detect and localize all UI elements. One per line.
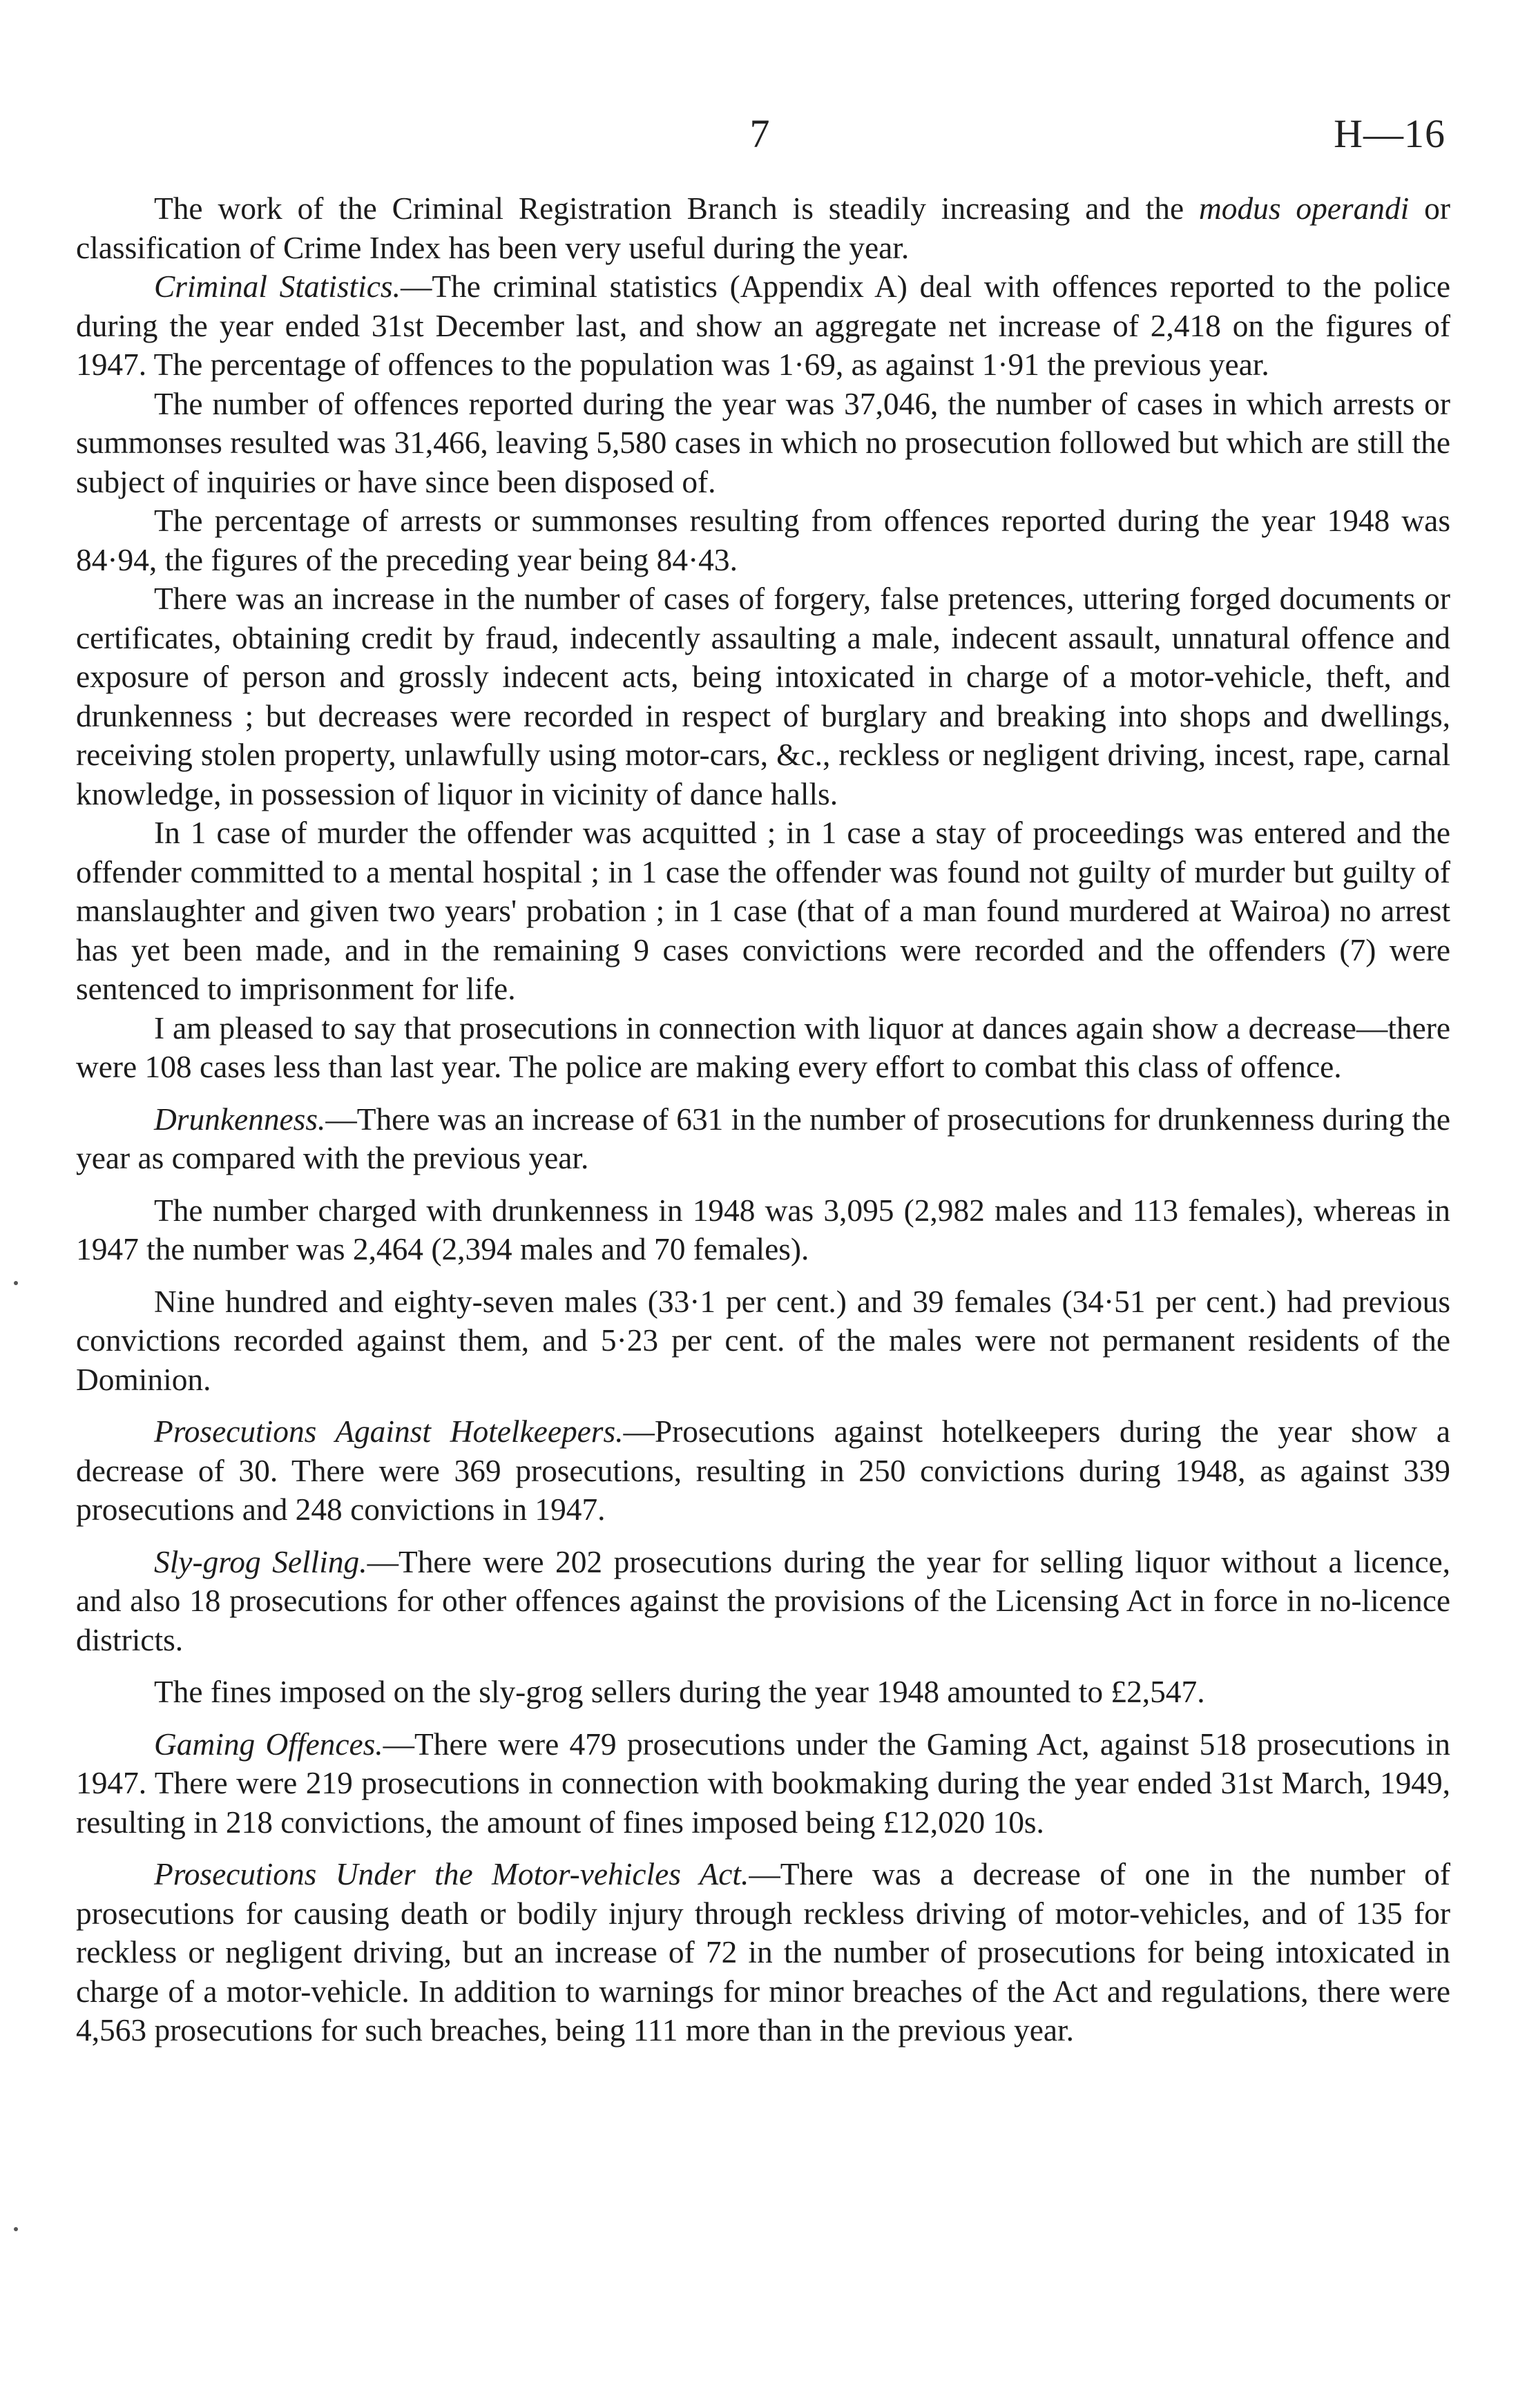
paragraph-liquor-at-dances: I am pleased to say that prosecutions in connection with liquor at dances again show a decrease—there were 108 cases less than last year. The police are making every effort to combat this class of offence.	[76, 1010, 1450, 1084]
paragraph-criminal-registration: The work of the Criminal Registration Branch is steadily increasing and the modus operandi or classification of Crime Index has been very useful during the year.	[76, 191, 1450, 265]
paragraph-sly-grog-fines: The fines imposed on the sly-grog sellers during the year 1948 amounted to £2,547.	[154, 1675, 1205, 1709]
margin-speck	[14, 2227, 18, 2231]
paragraph-motor-vehicles: Prosecutions Under the Motor-vehicles Act.—There was a decrease of one in the number of prosecutions for causing death or bodily injury through reckless driving of motor-vehicles, and of 135 for reckless or negligent driving, but an increase of 72 in the number of prosecutions for being intoxicated in charge of a motor-vehicle. In addition to warnings for minor breaches of the Act and regulations, there were 4,563 prosecutions for such breaches, being 111 more than in the previous year.	[76, 1857, 1450, 2048]
page-number: 7	[749, 111, 770, 156]
section-heading: Sly-grog Selling.	[154, 1544, 367, 1579]
paragraph-previous-convictions: Nine hundred and eighty-seven males (33·1 per cent.) and 39 females (34·51 per cent.) had previous convictions recorded against them, and 5·23 per cent. of the males were not permanent residents of the Dominion.	[76, 1284, 1450, 1397]
margin-speck	[14, 1281, 18, 1285]
paragraph-drunkenness: Drunkenness.—There was an increase of 631 in the number of prosecutions for drunkenness during the year as compared with the previous year.	[76, 1101, 1450, 1175]
section-heading: Prosecutions Under the Motor-vehicles Act.	[154, 1857, 749, 1891]
section-heading: Gaming Offences.	[154, 1726, 383, 1762]
section-heading: Criminal Statistics.	[154, 269, 401, 304]
paragraph-murder-cases: In 1 case of murder the offender was acquitted ; in 1 case a stay of proceedings was entered and the offender committed to a mental hospital ; in 1 case the offender was found not guilty of murder but guilty of manslaughter and given two years' probation ; in 1 case (that of a man found murdered at Wairoa) no arrest has yet been made, and in the remaining 9 cases convictions were recorded and the offenders (7) were sentenced to imprisonment for life.	[76, 816, 1450, 1006]
paragraph-increases-decreases: There was an increase in the number of cases of forgery, false pretences, uttering forged documents or certificates, obtaining credit by fraud, indecently assaulting a male, indecent assault, unnatural offence and exposure of person and grossly indecent acts, being intoxicated in charge of a motor-vehicle, theft, and drunkenness ; but decreases were recorded in respect of burglary and breaking into shops and dwellings, receiving stolen property, unlawfully using motor-cars, &c., reckless or negligent driving, incest, rape, carnal knowledge, in possession of liquor in vicinity of dance halls.	[76, 581, 1450, 811]
report-body	[76, 189, 1450, 2050]
document-reference: H—16	[1334, 111, 1446, 156]
paragraph-gaming-offences: Gaming Offences.—There were 479 prosecutions under the Gaming Act, against 518 prosecutions in 1947. There were 219 prosecutions in connection with bookmaking during the year ended 31st March, 1949, resulting in 218 convictions, the amount of fines imposed being £12,020 10s.	[76, 1726, 1450, 1840]
section-heading: Drunkenness.	[154, 1101, 326, 1137]
paragraph-criminal-statistics: Criminal Statistics.—The criminal statistics (Appendix A) deal with offences reported to the police during the year ended 31st December last, and show an aggregate net increase of 2,418 on the figures of 1947. The percentage of offences to the population was 1·69, as against 1·91 the previous year.	[76, 269, 1450, 382]
paragraph-offences-reported: The number of offences reported during the year was 37,046, the number of cases in which arrests or summonses resulted was 31,466, leaving 5,580 cases in which no prosecution followed but which are still the subject of inquiries or have since been disposed of.	[76, 386, 1450, 499]
paragraph-sly-grog: Sly-grog Selling.—There were 202 prosecutions during the year for selling liquor without a licence, and also 18 prosecutions for other offences against the provisions of the Licensing Act in force in no-licence districts.	[76, 1544, 1450, 1657]
section-heading: Prosecutions Against Hotelkeepers.	[154, 1414, 624, 1449]
italic-term: modus operandi	[1198, 191, 1410, 226]
paragraph-hotelkeepers: Prosecutions Against Hotelkeepers.—Prosecutions against hotelkeepers during the year show a decrease of 30. There were 369 prosecutions, resulting in 250 convictions during 1948, as against 339 prosecutions and 248 convictions in 1947.	[76, 1414, 1450, 1527]
paragraph-arrests-percentage: The percentage of arrests or summonses resulting from offences reported during the year 1948 was 84·94, the figures of the preceding year being 84·43.	[76, 503, 1450, 577]
paragraph-drunkenness-numbers: The number charged with drunkenness in 1948 was 3,095 (2,982 males and 113 females), whereas in 1947 the number was 2,464 (2,394 males and 70 females).	[76, 1193, 1450, 1266]
